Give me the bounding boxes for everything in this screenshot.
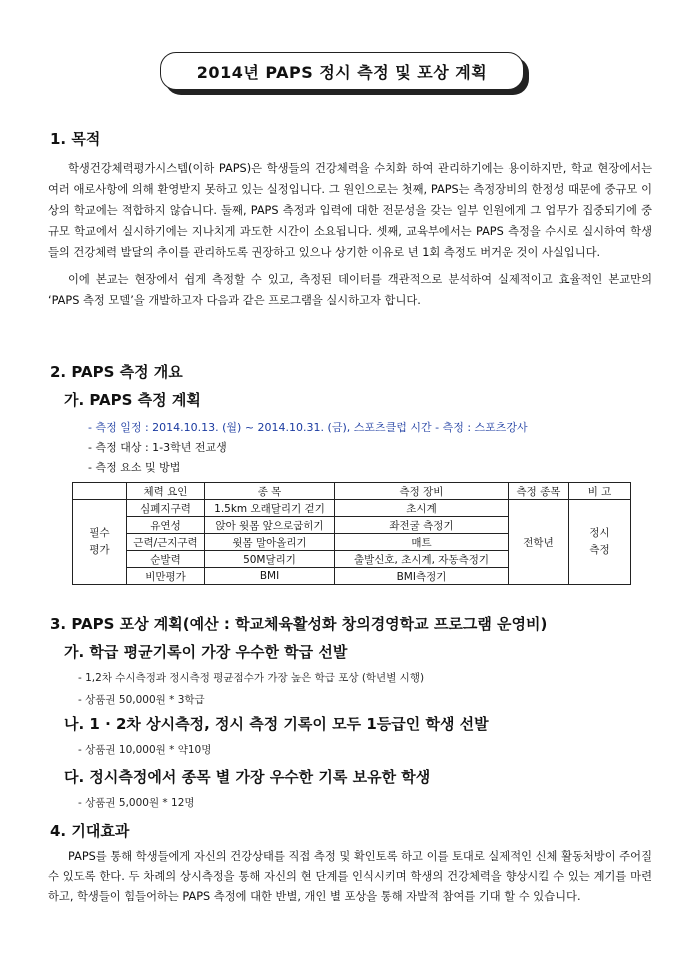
table-cell: 50M달리기 — [205, 551, 335, 568]
bullet-schedule: - 측정 일정 : 2014.10.13. (월) ~ 2014.10.31. (금), 스포츠클럽 시간 - 측정 : 스포츠강사 — [88, 421, 528, 434]
table-cell: 유연성 — [127, 517, 205, 534]
award-a-bullet-1: - 1,2차 수시측정과 정시측정 평균점수가 가장 높은 학급 포상 (학년별 시행) — [78, 672, 425, 684]
table-cell: 비만평가 — [127, 568, 205, 585]
table-header: 측정 장비 — [335, 483, 509, 500]
table-cell: 좌전굴 측정기 — [335, 517, 509, 534]
table-cell: 초시계 — [335, 500, 509, 517]
section-1-body — [48, 158, 652, 311]
table-cell: 심폐지구력 — [127, 500, 205, 517]
section-4-paragraph: PAPS를 통해 학생들에게 자신의 건강상태를 직접 측정 및 확인토록 하고 이를 토대로 실제적인 신체 활동처방이 주어질 수 있도록 한다. 두 차례의 상시측정을 통해 자신의 현 단계를 인식시키며 학생의 건강체력을 향상시킬 수 있는 계기를 마련하고, 학생들이 힘들어하는 PAPS 측정에 대한 반별, 개인 별 포상을 통해 자발적 참여를 기대 할 수 있습니다. — [48, 850, 652, 903]
remark-line: 측정 — [589, 544, 610, 556]
table-header: 체력 요인 — [127, 483, 205, 500]
table-cell: 매트 — [335, 534, 509, 551]
document-title: 2014년 PAPS 정시 측정 및 포상 계획 — [160, 52, 524, 90]
award-c-title: 다. 정시측정에서 종목 별 가장 우수한 기록 보유한 학생 — [64, 768, 431, 786]
table-cell: 윗몸 말아올리기 — [205, 534, 335, 551]
title-box — [160, 52, 524, 90]
section-3-heading: 3. PAPS 포상 계획(예산 : 학교체육활성화 창의경영학교 프로그램 운영비) — [50, 615, 548, 633]
award-c-bullet-1: - 상품권 5,000원 * 12명 — [78, 797, 195, 809]
section-4-body — [48, 847, 652, 907]
award-a-bullet-2: - 상품권 50,000원 * 3학급 — [78, 694, 205, 706]
table-header-row — [73, 483, 631, 500]
table-header: 종 목 — [205, 483, 335, 500]
section-2-subheading: 가. PAPS 측정 계획 — [64, 391, 201, 409]
table-corner-cell — [73, 483, 127, 500]
section-1-paragraph-1: 학생건강체력평가시스템(이하 PAPS)은 학생들의 건강체력을 수치화 하여 관리하기에는 용이하지만, 학교 현장에서는 여러 애로사항에 의해 환영받지 못하고 있는 실정입니다. 그 원인으로는 첫째, PAPS는 측정장비의 한정성 때문에 중규모 이상의 학교에는 적합하지 않습니다. 둘째, PAPS 측정과 입력에 대한 전문성을 갖는 일부 인원에게 그 업무가 집중되기에 중규모 학교에서 실시하기에는 지나치게 과도한 시간이 소요됩니다. 셋째, 교육부에서는 PAPS 측정을 수시로 실시하여 학생들의 건강체력 발달의 추이를 관리하도록 권장하고 있으나 상기한 이유로 년 1회 측정도 버거운 것이 사실입니다. — [48, 162, 652, 259]
table-span-cell: 전학년 — [509, 500, 569, 585]
table-cell: 근력/근지구력 — [127, 534, 205, 551]
section-2-heading: 2. PAPS 측정 개요 — [50, 363, 183, 381]
table-cell: BMI — [205, 568, 335, 585]
section-1-paragraph-2: 이에 본교는 현장에서 쉽게 측정할 수 있고, 측정된 데이터를 객관적으로 분석하여 실제적이고 효율적인 본교만의 ‘PAPS 측정 모델’을 개발하고자 다음과 같은 프로그램을 실시하고자 합니다. — [48, 273, 652, 307]
measurement-table — [72, 482, 631, 585]
table-header: 측정 종목 — [509, 483, 569, 500]
bullet-method: - 측정 요소 및 방법 — [88, 461, 181, 474]
group-label-line: 필수 — [89, 527, 110, 539]
table-cell: 1.5km 오래달리기 걷기 — [205, 500, 335, 517]
table-group-cell — [73, 500, 127, 585]
table-cell: 앉아 윗몸 앞으로굽히기 — [205, 517, 335, 534]
table-row — [73, 500, 631, 517]
section-1-heading: 1. 목적 — [50, 130, 101, 148]
award-b-bullet-1: - 상품권 10,000원 * 약10명 — [78, 744, 212, 756]
table-cell: BMI측정기 — [335, 568, 509, 585]
bullet-target: - 측정 대상 : 1-3학년 전교생 — [88, 441, 227, 454]
table-remark-cell — [569, 500, 631, 585]
section-4-heading: 4. 기대효과 — [50, 822, 130, 840]
table-cell: 출발신호, 초시계, 자동측정기 — [335, 551, 509, 568]
award-b-title: 나. 1 · 2차 상시측정, 정시 측정 기록이 모두 1등급인 학생 선발 — [64, 715, 489, 733]
table-cell: 순발력 — [127, 551, 205, 568]
remark-line: 정시 — [589, 527, 610, 539]
group-label-line: 평가 — [89, 544, 110, 556]
award-a-title: 가. 학급 평균기록이 가장 우수한 학급 선발 — [64, 643, 348, 661]
table-header: 비 고 — [569, 483, 631, 500]
